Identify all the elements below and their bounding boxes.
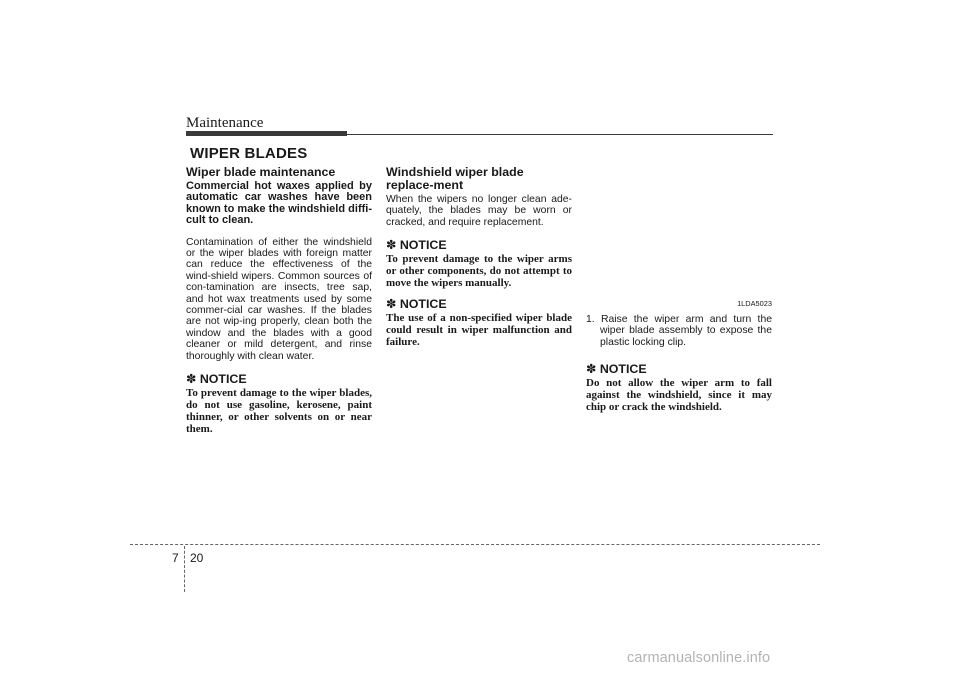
notice-heading: ✽ NOTICE — [586, 362, 647, 377]
notice-text: To prevent damage to the wiper blades, do not use gasoline, kerosene, paint thinner, or other solvents on or near them. — [186, 387, 372, 436]
watermark[interactable]: carmanualsonline.info — [627, 650, 771, 666]
blade-replacement-heading: Windshield wiper blade replace-ment — [386, 165, 524, 192]
section-title: WIPER BLADES — [190, 145, 308, 162]
header-rule-thick — [186, 131, 347, 136]
header-rule-thin — [347, 134, 773, 135]
footer-vertical-rule — [184, 546, 185, 592]
chapter-number: 7 — [172, 551, 179, 565]
wiper-maintenance-heading: Wiper blade maintenance — [186, 165, 336, 179]
section-label: Maintenance — [186, 115, 264, 131]
notice-heading: ✽ NOTICE — [186, 372, 247, 387]
notice-text: The use of a non-specified wiper blade could result in wiper malfunction and failure. — [386, 312, 572, 349]
footer-rule — [130, 544, 820, 545]
figure-area — [586, 166, 772, 299]
column-3 — [586, 166, 772, 421]
notice-heading: ✽ NOTICE — [386, 297, 447, 312]
notice-text: To prevent damage to the wiper arms or other components, do not attempt to move the wipers manually. — [386, 253, 572, 290]
notice-heading: ✽ NOTICE — [386, 238, 447, 253]
figure-code: 1LDA5023 — [737, 299, 772, 308]
replacement-paragraph: When the wipers no longer clean ade-quately, the blades may be worn or cracked, and require replacement. — [386, 194, 572, 228]
notice-text: Do not allow the wiper arm to fall against the windshield, since it may chip or crack the windshield. — [586, 377, 772, 414]
column-1 — [186, 166, 372, 443]
step-1: 1. Raise the wiper arm and turn the wiper blade assembly to expose the plastic locking clip. — [586, 314, 772, 348]
column-2 — [386, 166, 572, 356]
contamination-paragraph: Contamination of either the windshield or the wiper blades with foreign matter can reduce the effectiveness of the wind-shield wipers. Common sources of con-tamination are insects, tree sap, and hot wax treatments used by some commer-cial car washes. If the blades are not wip-ing properly, clean both the window and the blades with a good cleaner or mild detergent, and rinse thoroughly with clean water. — [186, 236, 372, 362]
hot-wax-intro: Commercial hot waxes applied by automatic car washes have been known to make the windshield diffi-cult to clean. — [186, 180, 372, 227]
page-number: 20 — [190, 551, 204, 565]
